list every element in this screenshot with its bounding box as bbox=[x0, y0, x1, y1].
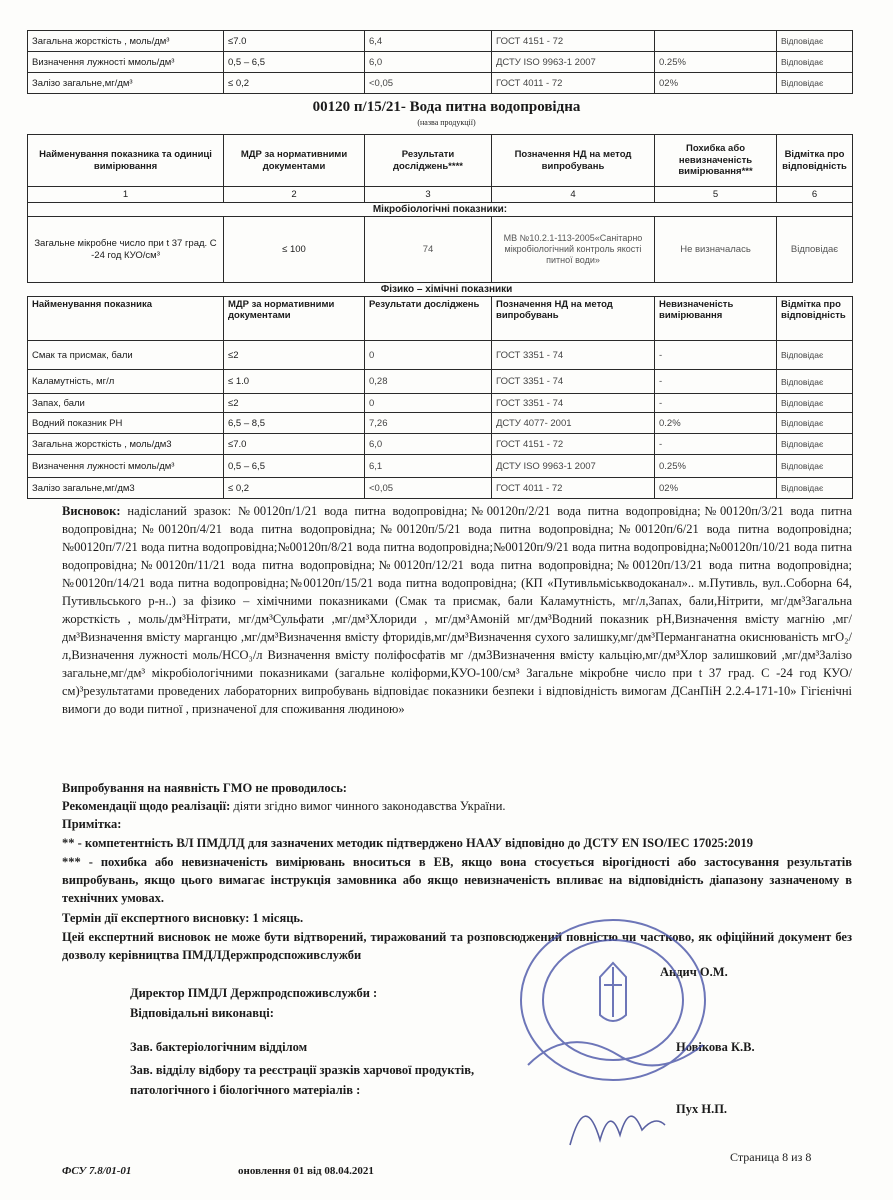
micro-section-title: Мікробіологічні показники: bbox=[28, 203, 853, 217]
micro-row-method: МВ №10.2.1-113-2005«Санітарно мікробіологічний контроль якості питної води» bbox=[492, 217, 655, 283]
cell-mdr: ≤2 bbox=[224, 341, 365, 370]
cell-uncert: 02% bbox=[655, 73, 777, 94]
table-row bbox=[28, 341, 853, 370]
cell-name: Залізо загальне,мг/дм³ bbox=[28, 73, 224, 94]
cell-mdr: ≤2 bbox=[224, 394, 365, 413]
cell-mark: Відповідає bbox=[777, 413, 853, 434]
cell-method: ГОСТ 4151 - 72 bbox=[492, 434, 655, 455]
cell-mark: Відповідає bbox=[777, 73, 853, 94]
micro-row-mark: Відповідає bbox=[777, 217, 853, 283]
cell-uncert: - bbox=[655, 341, 777, 370]
cell-uncert: 0.25% bbox=[655, 52, 777, 73]
table-row bbox=[28, 413, 853, 434]
bact-head-title: Зав. бактеріологічним відділом bbox=[130, 1040, 308, 1054]
micro-header-result: Результати досліджень**** bbox=[365, 135, 492, 187]
top-results-table bbox=[27, 30, 853, 94]
cell-method: ГОСТ 3351 - 74 bbox=[492, 370, 655, 394]
table-row bbox=[28, 73, 853, 94]
footer-code: ФСУ 7.8/01-01 bbox=[62, 1165, 132, 1177]
recommendation-label: Рекомендації щодо реалізації: bbox=[62, 799, 231, 813]
copy-restriction: Цей експертний висновок не може бути відтворений, тиражований та розповсюджений повністю чи частково, як офіційний документ без дозволу керівництва ПМДЛДержпродспоживслужби bbox=[62, 930, 852, 962]
responsible-label: Відповідальні виконавці: bbox=[130, 1006, 274, 1020]
cell-name: Водний показник РН bbox=[28, 413, 224, 434]
note-label: Примітка: bbox=[62, 817, 122, 831]
official-stamp bbox=[508, 905, 718, 1095]
cell-method: ДСТУ 4077- 2001 bbox=[492, 413, 655, 434]
col-number: 4 bbox=[492, 187, 655, 203]
note-competence: ** - компетентність ВЛ ПМДЛД для зазначених методик підтверджено НААУ відповідно до ДСТУ EN ISO/IEC 17025:2019 bbox=[62, 836, 754, 850]
cell-uncert: 0.25% bbox=[655, 455, 777, 478]
col-number: 6 bbox=[777, 187, 853, 203]
page-number: Страница 8 из 8 bbox=[730, 1150, 812, 1164]
table-row bbox=[28, 478, 853, 499]
cell-mdr: ≤ 0,2 bbox=[224, 73, 365, 94]
phys-table bbox=[27, 296, 853, 499]
conclusion-text: надісланий зразок: №00120п/1/21 вода питна водопровідна;№00120п/2/21 вода питна водопровідна;№00120п/3/21 вода питна водопровідна;№00120п/4/21 вода питна водопровідна;№00120п/5/21 вода питна водопровідна;№00120п/6/21 вода питна водопровідна;№00120п/7/21 вода питна водопровідна;№00120п/8/21 вода питна водопровідна;№00120п/9/21 вода питна водопровідна;№00120п/10/21 вода питна водопровідна;№00120п/11/21 вода питна водопровідна;№00120п/12/21 вода питна водопровідна;№00120п/13/21 вода питна водопровідна;№00120п/14/21 вода питна водопровідна;№00120п/15/21 вода питна водопровідна; (КП «Путивльміськводоканал».. м.Путивль, вул..Соборна 64, Путивльського р-н..) за фізико – хімічними показниками (Смак та присмак, бали Каламутність, мг/л,Запах, бали,Нітрити, мг/дм³Загальна жорсткість , моль/дм³Нітрати, мг/дм³Сульфати ,мг/дм³Хлориди , мг/дм³Амоній мг/дм³Водний показник рН,Визначення вмісту магнію ,мг/дм³Визначення вмісту марганцю ,мг/дм³Визначення вмісту фторидів,мг/дм³Визначення сухого залишку,мг/дм³Перманганатна окиснюваність мгО₂/л,Визначення лужності моль/НСО₃/л Визначення вмісту поліфосфатів мг /дм3Визначення вмісту кальцію,мг/дм³Хлор залишковий ,мг/дм³Залізо загальне,мг/дм³ мікробіологічними показниками (загальне коліформи,КУО-100/см³ Загальне мікробне число при t 37 град. С -24 год КУО/см)³результатами проведених лабораторних випробувань відповідає показники безпеки і відповідність вимогам ДСанПіН 2.2.4-171-10» Гігієнічні вимоги до води питної , призначеної для споживання людиною» bbox=[62, 504, 853, 716]
footer-update: оновлення 01 від 08.04.2021 bbox=[238, 1165, 374, 1177]
col-number: 3 bbox=[365, 187, 492, 203]
cell-name: Каламутність, мг/л bbox=[28, 370, 224, 394]
cell-result: <0,05 bbox=[365, 478, 492, 499]
micro-header-mdr: МДР за нормативними документами bbox=[224, 135, 365, 187]
col-number: 1 bbox=[28, 187, 224, 203]
cell-name: Загальна жорсткість , моль/дм³ bbox=[28, 31, 224, 52]
cell-uncert: 02% bbox=[655, 478, 777, 499]
cell-mdr: 0,5 – 6,5 bbox=[224, 455, 365, 478]
cell-mark: Відповідає bbox=[777, 341, 853, 370]
product-title: 00120 п/15/21- Вода питна водопровідна bbox=[312, 99, 581, 115]
cell-method: ГОСТ 3351 - 74 bbox=[492, 341, 655, 370]
cell-mdr: ≤7.0 bbox=[224, 434, 365, 455]
table-row bbox=[28, 370, 853, 394]
micro-header-name: Найменування показника та одиниці вимірювання bbox=[28, 135, 224, 187]
cell-uncert: - bbox=[655, 434, 777, 455]
phys-header-mdr: МДР за нормативними документами bbox=[224, 297, 365, 341]
cell-result: 6,0 bbox=[365, 434, 492, 455]
micro-row-result: 74 bbox=[365, 217, 492, 283]
cell-mark: Відповідає bbox=[777, 370, 853, 394]
cell-uncert: - bbox=[655, 370, 777, 394]
cell-result: 6,1 bbox=[365, 455, 492, 478]
gmo-note: Випробування на наявність ГМО не проводилось: bbox=[62, 781, 347, 795]
cell-mark: Відповідає bbox=[777, 478, 853, 499]
cell-name: Смак та присмак, бали bbox=[28, 341, 224, 370]
phys-header-result: Результати досліджень bbox=[365, 297, 492, 341]
cell-mdr: 0,5 – 6,5 bbox=[224, 52, 365, 73]
recommendation bbox=[62, 797, 852, 815]
cell-name: Визначення лужності ммоль/дм³ bbox=[28, 52, 224, 73]
cell-result: 6,4 bbox=[365, 31, 492, 52]
micro-row-mdr: ≤ 100 bbox=[224, 217, 365, 283]
validity-term: Термін дії експертного висновку: 1 місяць. bbox=[62, 911, 304, 925]
conclusion-block bbox=[62, 502, 852, 718]
phys-header-name: Найменування показника bbox=[28, 297, 224, 341]
cell-mark: Відповідає bbox=[777, 434, 853, 455]
phys-header-method: Позначення НД на метод випробувань bbox=[492, 297, 655, 341]
table-row bbox=[28, 52, 853, 73]
bact-head-name: Новікова К.В. bbox=[676, 1040, 755, 1054]
phys-section-title: Фізико – хімічні показники bbox=[380, 284, 513, 295]
cell-method: ГОСТ 4011 - 72 bbox=[492, 73, 655, 94]
micro-header-method: Позначення НД на метод випробувань bbox=[492, 135, 655, 187]
micro-row-uncert: Не визначалась bbox=[655, 217, 777, 283]
product-subtitle: (назва продукції) bbox=[417, 118, 476, 127]
cell-result: 0,28 bbox=[365, 370, 492, 394]
cell-mdr: 6,5 – 8,5 bbox=[224, 413, 365, 434]
sampling-head-name: Пух Н.П. bbox=[676, 1102, 728, 1116]
col-number: 2 bbox=[224, 187, 365, 203]
cell-mdr: ≤7.0 bbox=[224, 31, 365, 52]
recommendation-text: діяти згідно вимог чинного законодавства України. bbox=[230, 799, 506, 813]
cell-result: 0 bbox=[365, 394, 492, 413]
micro-header-mark: Відмітка про відповідність bbox=[777, 135, 853, 187]
cell-result: 6,0 bbox=[365, 52, 492, 73]
cell-mark: Відповідає bbox=[777, 52, 853, 73]
note-uncertainty: *** - похибка або невизначеність вимірювань вноситься в ЕВ, якщо вона стосується вірогідності або застосування результатів випробувань, якщо цього вимагає інструкція замовника або якщо невизначеність впливає на відповідність діапазону зазначеному в технічних умовах. bbox=[62, 855, 852, 905]
director-name: Андич О.М. bbox=[660, 965, 728, 979]
cell-name: Визначення лужності ммоль/дм³ bbox=[28, 455, 224, 478]
cell-result: 0 bbox=[365, 341, 492, 370]
cell-name: Залізо загальне,мг/дм3 bbox=[28, 478, 224, 499]
micro-header-uncert: Похибка або невизначеність вимірювання*** bbox=[655, 135, 777, 187]
table-row bbox=[28, 394, 853, 413]
cell-mark: Відповідає bbox=[777, 394, 853, 413]
cell-method: ДСТУ ISO 9963-1 2007 bbox=[492, 455, 655, 478]
cell-name: Запах, бали bbox=[28, 394, 224, 413]
cell-method: ГОСТ 4011 - 72 bbox=[492, 478, 655, 499]
cell-method: ГОСТ 4151 - 72 bbox=[492, 31, 655, 52]
sampling-head-title: Зав. відділу відбору та реєстрації зразків харчової продуктів, патологічного і біологічного матеріалів : bbox=[130, 1063, 475, 1097]
cell-mdr: ≤ 1.0 bbox=[224, 370, 365, 394]
cell-method: ГОСТ 3351 - 74 bbox=[492, 394, 655, 413]
micro-row-name: Загальне мікробне число при t 37 град. С -24 год КУО/см³ bbox=[28, 217, 224, 283]
signature-scribble bbox=[560, 1085, 670, 1160]
cell-result: <0,05 bbox=[365, 73, 492, 94]
cell-uncert bbox=[655, 31, 777, 52]
col-number: 5 bbox=[655, 187, 777, 203]
cell-name: Загальна жорсткість , моль/дм3 bbox=[28, 434, 224, 455]
micro-table bbox=[27, 134, 853, 283]
cell-uncert: 0.2% bbox=[655, 413, 777, 434]
cell-mark: Відповідає bbox=[777, 31, 853, 52]
phys-header-mark: Відмітка про відповідність bbox=[777, 297, 853, 341]
cell-uncert: - bbox=[655, 394, 777, 413]
director-title: Директор ПМДЛ Держпродспоживслужби : bbox=[130, 986, 378, 1000]
table-row bbox=[28, 434, 853, 455]
table-row bbox=[28, 455, 853, 478]
cell-mark: Відповідає bbox=[777, 455, 853, 478]
cell-mdr: ≤ 0,2 bbox=[224, 478, 365, 499]
conclusion-label: Висновок: bbox=[62, 504, 121, 518]
cell-method: ДСТУ ISO 9963-1 2007 bbox=[492, 52, 655, 73]
table-row bbox=[28, 31, 853, 52]
phys-header-uncert: Невизначеність вимірювання bbox=[655, 297, 777, 341]
cell-result: 7,26 bbox=[365, 413, 492, 434]
